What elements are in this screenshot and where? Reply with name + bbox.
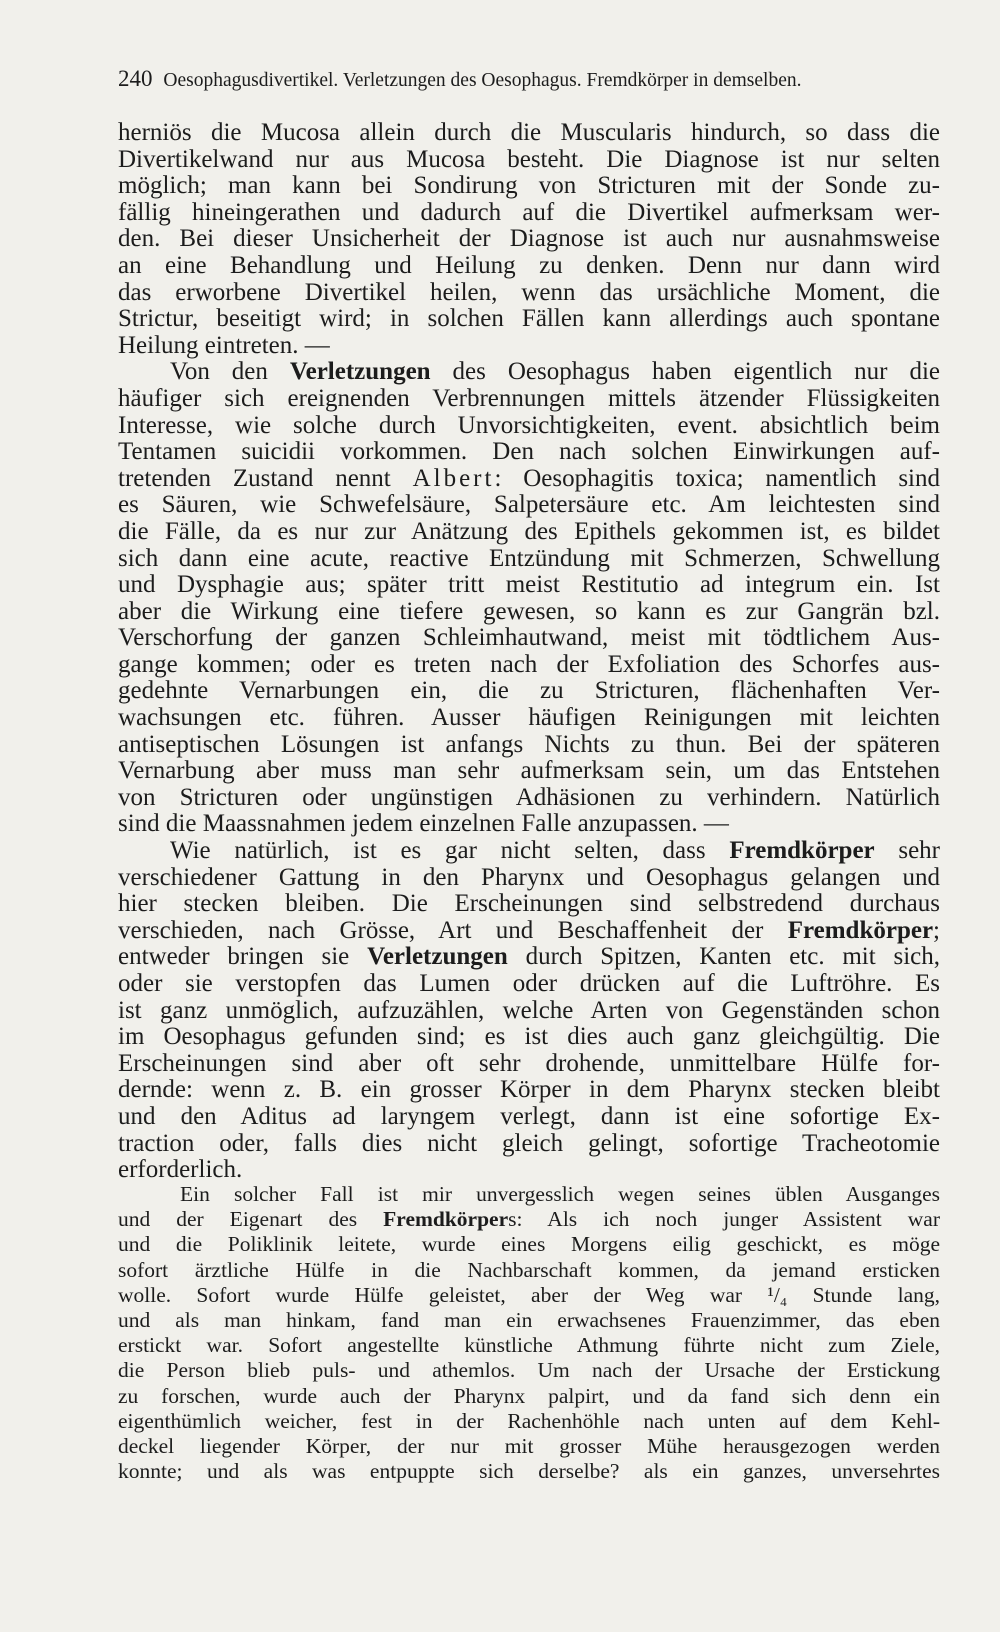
text-line: herniös die Mucosa allein durch die Muscularis hindurch, so dass die xyxy=(118,119,940,146)
text-line: dernde: wenn z. B. ein grosser Körper in dem Pharynx stecken bleibt xyxy=(118,1076,940,1104)
text-line: gange kommen; oder es treten nach der Exfoliation des Schorfes aus- xyxy=(118,650,940,678)
text-line: Von den Verletzungen des Oesophagus haben eigentlich nur die xyxy=(170,358,940,386)
text-line: häufiger sich ereignenden Verbrennungen mittels ätzender Flüssigkeiten xyxy=(118,384,940,412)
text-line: wolle. Sofort wurde Hülfe geleistet, aber der Weg war ¹/₄ Stunde lang, xyxy=(118,1282,940,1307)
body-text xyxy=(118,120,940,1184)
text-line: das erworbene Divertikel heilen, wenn das ursächliche Moment, die xyxy=(118,278,940,306)
text-line: traction oder, falls dies nicht gleich gelingt, sofortige Tracheotomie xyxy=(118,1129,940,1157)
text-line: und als man hinkam, fand man ein erwachsenes Frauenzimmer, das eben xyxy=(118,1308,940,1333)
text-line: sofort ärztliche Hülfe in die Nachbarschaft kommen, da jemand ersticken xyxy=(118,1257,940,1282)
text-line: wachsungen etc. führen. Ausser häufigen Reinigungen mit leichten xyxy=(118,704,940,732)
text-line: erforderlich. xyxy=(118,1156,243,1184)
text-line: verschiedener Gattung in den Pharynx und Oesophagus gelangen und xyxy=(118,863,940,891)
bold-keyword: Verletzungen xyxy=(289,358,431,386)
page-number: 240 xyxy=(118,66,153,91)
text-line: möglich; man kann bei Sondirung von Stricturen mit der Sonde zu- xyxy=(118,172,940,200)
text-line: im Oesophagus gefunden sind; es ist dies auch ganz gleichgültig. Die xyxy=(118,1023,940,1051)
bold-keyword: Fremdkörper xyxy=(383,1207,509,1232)
text-line: und die Poliklinik leitete, wurde eines Morgens eilig geschickt, es möge xyxy=(118,1232,940,1257)
paragraph-divertikel xyxy=(118,120,940,359)
text-line: Tentamen suicidii vorkommen. Den nach solchen Einwirkungen auf- xyxy=(118,438,940,466)
text-line: Wie natürlich, ist es gar nicht selten, dass Fremdkörper sehr xyxy=(170,837,941,865)
text-line: konnte; und als was entpuppte sich derselbe? als ein ganzes, unversehrtes xyxy=(118,1459,940,1484)
paragraph-fremdkoerper xyxy=(118,838,940,1184)
paragraph-case-report xyxy=(118,1182,940,1484)
text-line: antiseptischen Lösungen ist anfangs Nichts zu thun. Bei der späteren xyxy=(118,730,940,758)
text-line: ist ganz unmöglich, aufzuzählen, welche Arten von Gegenständen schon xyxy=(118,996,940,1024)
bold-keyword: Fremdkörper xyxy=(729,837,875,865)
text-line: verschieden, nach Grösse, Art und Beschaffenheit der Fremdkörper; xyxy=(118,916,940,944)
spaced-name: Albert xyxy=(412,464,495,492)
text-line: Interesse, wie solche durch Unvorsichtigkeiten, event. absichtlich beim xyxy=(118,411,940,439)
text-line: die Person blieb puls- und athemlos. Um nach der Ursache der Erstickung xyxy=(118,1358,940,1383)
text-line: Erscheinungen sind aber oft sehr drohende, unmittelbare Hülfe for- xyxy=(118,1049,940,1077)
text-line: Strictur, beseitigt wird; in solchen Fällen kann allerdings auch spontane xyxy=(118,305,940,333)
text-line: erstickt war. Sofort angestellte künstliche Athmung führte nicht zum Ziele, xyxy=(118,1333,940,1358)
text-line: an eine Behandlung und Heilung zu denken. Denn nur dann wird xyxy=(118,251,940,279)
text-line: hier stecken bleiben. Die Erscheinungen sind selbstredend durchaus xyxy=(118,890,940,918)
text-line: zu forschen, wurde auch der Pharynx palpirt, und da fand sich denn ein xyxy=(118,1383,940,1408)
text-line: und Dysphagie aus; später tritt meist Restitutio ad integrum ein. Ist xyxy=(118,571,940,599)
text-line: von Stricturen oder ungünstigen Adhäsionen zu verhindern. Natürlich xyxy=(118,783,940,811)
text-line: Vernarbung aber muss man sehr aufmerksam sein, um das Entstehen xyxy=(118,757,940,785)
bold-keyword: Verletzungen xyxy=(367,943,508,971)
text-line: sich dann eine acute, reactive Entzündung mit Schmerzen, Schwellung xyxy=(118,544,940,572)
text-line: tretenden Zustand nennt Albert: Oesophagitis toxica; namentlich sind xyxy=(118,464,940,492)
text-line: Ein solcher Fall ist mir unvergesslich wegen seines üblen Ausganges xyxy=(180,1182,940,1206)
text-line: Divertikelwand nur aus Mucosa besteht. Die Diagnose ist nur selten xyxy=(118,145,940,173)
text-line: und der Eigenart des Fremdkörpers: Als ich noch junger Assistent war xyxy=(118,1207,940,1232)
bold-keyword: Fremdkörper xyxy=(787,916,934,944)
text-line: Verschorfung der ganzen Schleimhautwand, meist mit tödtlichem Aus- xyxy=(118,624,940,652)
text-line: den. Bei dieser Unsicherheit der Diagnose ist auch nur ausnahmsweise xyxy=(118,225,940,253)
text-line: Heilung eintreten. — xyxy=(118,331,330,359)
text-line: oder sie verstopfen das Lumen oder drücken auf die Luftröhre. Es xyxy=(118,970,940,997)
text-line: sind die Maassnahmen jedem einzelnen Falle anzupassen. — xyxy=(118,810,729,838)
text-line: fällig hineingerathen und dadurch auf die Divertikel aufmerksam wer- xyxy=(118,198,940,226)
text-line: und den Aditus ad laryngem verlegt, dann ist eine sofortige Ex- xyxy=(118,1102,940,1130)
small-print-case-report xyxy=(118,1182,940,1484)
text-line: es Säuren, wie Schwefelsäure, Salpetersäure etc. Am leichtesten sind xyxy=(118,491,940,519)
text-line: aber die Wirkung eine tiefere gewesen, so kann es zur Gangrän bzl. xyxy=(118,597,940,625)
text-line: entweder bringen sie Verletzungen durch Spitzen, Kanten etc. mit sich, xyxy=(118,943,940,971)
running-header xyxy=(118,66,940,94)
text-line: eigenthümlich weicher, fest in der Rachenhöhle nach unten auf dem Kehl- xyxy=(118,1408,940,1433)
text-line: deckel liegender Körper, der nur mit grosser Mühe herausgezogen werden xyxy=(118,1434,940,1459)
text-line: gedehnte Vernarbungen ein, die zu Stricturen, flächenhaften Ver- xyxy=(118,677,940,705)
paragraph-verletzungen xyxy=(118,359,940,838)
running-title: Oesophagusdivertikel. Verletzungen des Oesophagus. Fremdkörper in demselben. xyxy=(163,70,802,91)
text-line: die Fälle, da es nur zur Anätzung des Epithels gekommen ist, es bildet xyxy=(118,517,940,545)
